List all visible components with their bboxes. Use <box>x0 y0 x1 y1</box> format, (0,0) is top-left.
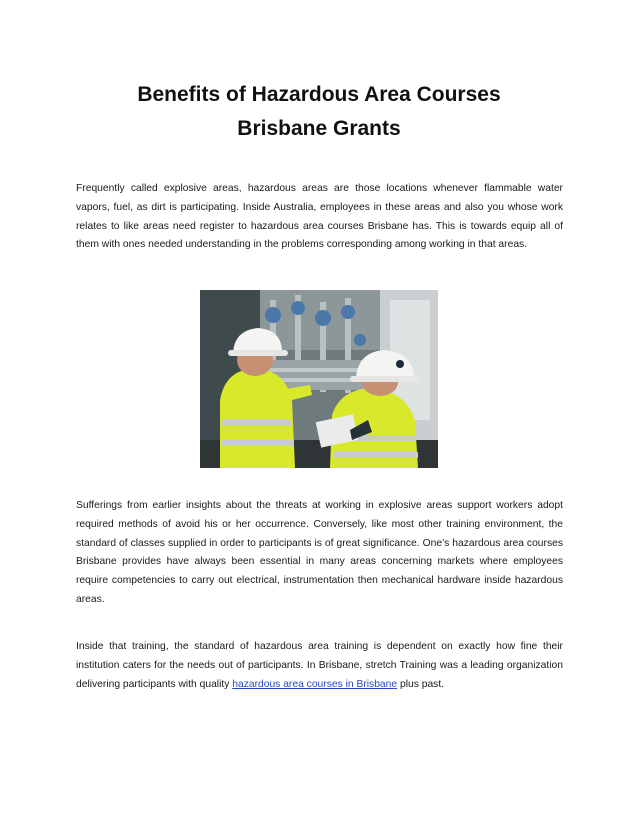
paragraph-training-standard <box>76 638 563 694</box>
paragraph3-text-before: Inside that training, the standard of hazardous area training is dependent on exactly how fine their institution caters for the needs out of participants. In Brisbane, stretch Training was a leading organization delivering participants with quality <box>76 641 563 690</box>
workers-photo <box>200 290 438 468</box>
document-title <box>70 78 568 146</box>
title-line-2: Brisbane Grants <box>237 117 401 140</box>
paragraph3-text-after: plus past. <box>397 678 445 690</box>
title-line-1: Benefits of Hazardous Area Courses <box>137 83 501 106</box>
paragraph-training-importance: Sufferings from earlier insights about the threats at working in explosive areas support workers adopt required methods of avoid his or her occurrence. Conversely, like most other training environment, the standard of classes supplied in order to participants is of great significance. One’s hazardous area courses Brisbane provides have always been essential in many areas concerning markets where employees require competencies to carry out electrical, instrumentation then mechanical hardware inside hazardous areas. <box>76 500 563 605</box>
paragraph-intro: Frequently called explosive areas, hazardous areas are those locations whenever flammable water vapors, fuel, as dirt is participating. Inside Australia, employees in these areas and also you whose work relates to like areas need register to hazardous area courses Brisbane has. This is towards equip all of them with ones needed understanding in the problems corresponding among working in that areas. <box>76 183 563 251</box>
hazardous-area-courses-link[interactable]: hazardous area courses in Brisbane <box>232 678 398 690</box>
